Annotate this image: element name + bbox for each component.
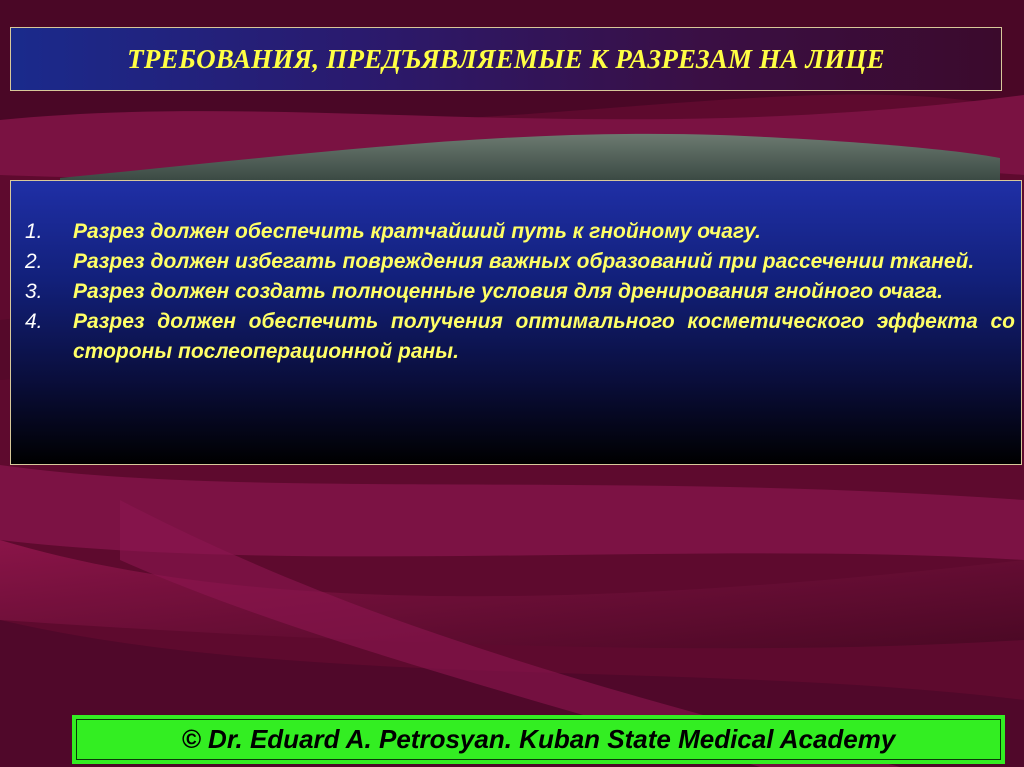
item-text: Разрез должен избегать повреждения важных образований при рассечении тканей. <box>73 250 975 273</box>
list-item <box>11 217 1023 247</box>
copyright-text: © Dr. Eduard A. Petrosyan. Kuban State Medical Academy <box>181 724 896 754</box>
title-banner <box>10 27 1002 91</box>
list-item <box>11 307 1023 367</box>
copyright-bar <box>72 715 1005 764</box>
requirements-list <box>11 217 1023 367</box>
list-item <box>11 277 1023 307</box>
item-number: 4. <box>25 310 43 333</box>
copyright-frame <box>76 719 1001 760</box>
item-text: Разрез должен обеспечить получения оптимального косметического эффекта со стороны послеоперационной раны. <box>73 310 1015 363</box>
item-number: 3. <box>25 280 43 303</box>
item-text: Разрез должен создать полноценные условия для дренирования гнойного очага. <box>73 280 944 303</box>
item-number: 1. <box>25 220 43 243</box>
list-item <box>11 247 1023 277</box>
item-text: Разрез должен обеспечить кратчайший путь к гнойному очагу. <box>73 220 761 243</box>
slide-title: ТРЕБОВАНИЯ, ПРЕДЪЯВЛЯЕМЫЕ К РАЗРЕЗАМ НА ЛИЦЕ <box>127 43 885 74</box>
item-number: 2. <box>25 250 43 273</box>
requirements-panel <box>10 180 1022 465</box>
